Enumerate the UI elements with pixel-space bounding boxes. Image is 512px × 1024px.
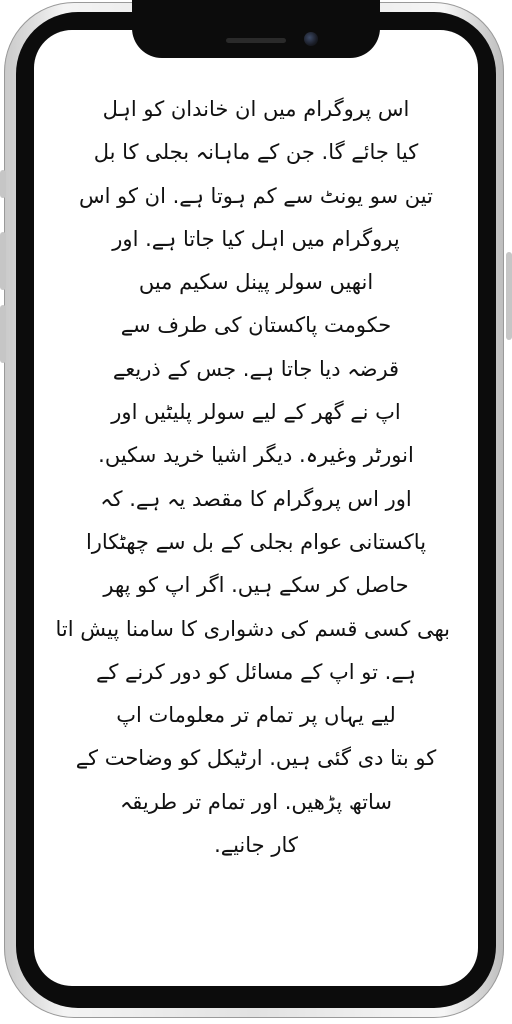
article-line: کار جانیے. <box>214 833 298 858</box>
article-line: لیے یہاں پر تمام تر معلومات اپ <box>116 703 396 728</box>
notch <box>132 0 380 58</box>
article-line: پاکستانی عوام بجلی کے بل سے چھٹکارا <box>85 529 427 554</box>
article-line: حکومت پاکستان کی طرف سے <box>120 313 392 338</box>
article-line: پروگرام میں اہل کیا جاتا ہے. اور <box>112 226 400 251</box>
article-line: انھیں سولر پینل سکیم میں <box>138 270 374 295</box>
article-text <box>55 88 450 867</box>
article-line: اور اس پروگرام کا مقصد یہ ہے. کہ <box>100 486 412 511</box>
article-line: قرضہ دیا جاتا ہے. جس کے ذریعے <box>112 356 400 381</box>
action-button <box>0 170 6 198</box>
speaker-grille <box>226 38 286 43</box>
article-line: ہے. تو اپ کے مسائل کو دور کرنے کے <box>96 659 416 684</box>
article-line: اپ نے گھر کے لیے سولر پلیٹیں اور <box>111 400 401 425</box>
article-line: ساتھ پڑھیں. اور تمام تر طریقہ <box>120 789 392 814</box>
volume-up-button <box>0 232 6 290</box>
article-line: بھی کسی قسم کی دشواری کا سامنا پیش اتا <box>55 616 450 641</box>
article-line: اس پروگرام میں ان خاندان کو اہل <box>102 97 410 121</box>
article-line: کیا جائے گا. جن کے ماہانہ بجلی کا بل <box>93 140 419 165</box>
article-line: کو بتا دی گئی ہیں. ارٹیکل کو وضاحت کے <box>75 746 437 771</box>
article-line: تین سو یونٹ سے کم ہوتا ہے. ان کو اس <box>79 183 433 208</box>
volume-down-button <box>0 305 6 363</box>
front-camera-icon <box>304 32 318 46</box>
article-line: حاصل کر سکے ہیں. اگر اپ کو پھر <box>103 573 409 598</box>
power-button <box>506 252 512 340</box>
article-line: انورٹر وغیرہ. دیگر اشیا خرید سکیں. <box>98 443 414 468</box>
